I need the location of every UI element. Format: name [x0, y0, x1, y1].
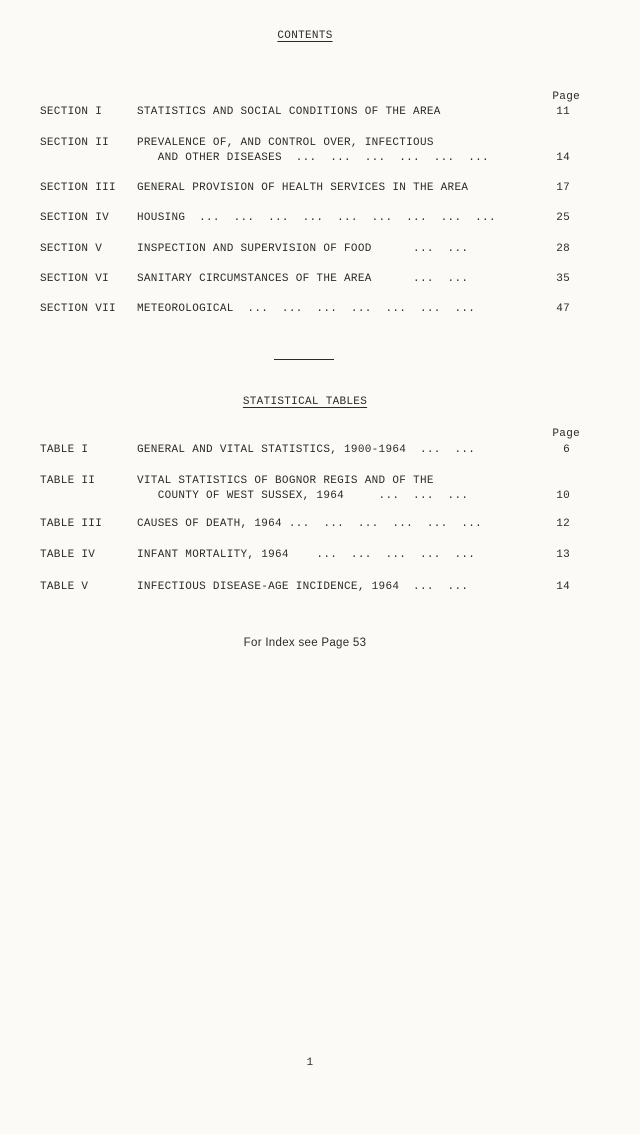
- entry-page: 12: [556, 518, 570, 530]
- entry-title-continued: AND OTHER DISEASES ... ... ... ... ... ...: [137, 152, 489, 164]
- entry-page: 11: [556, 106, 570, 118]
- entry-page: 47: [556, 303, 570, 315]
- entry-title: STATISTICS AND SOCIAL CONDITIONS OF THE AREA: [137, 106, 441, 118]
- entry-label: TABLE I: [40, 444, 89, 456]
- entry-label: TABLE III: [40, 518, 103, 530]
- page-number: 1: [306, 1057, 314, 1069]
- entry-label: TABLE V: [40, 581, 89, 593]
- entry-title: HOUSING ... ... ... ... ... ... ... ... ...: [137, 212, 496, 224]
- contents-heading: CONTENTS: [277, 30, 333, 42]
- tables-page-header: Page: [552, 428, 580, 440]
- entry-label: SECTION II: [40, 137, 110, 149]
- entry-page: 28: [556, 243, 570, 255]
- entry-title: GENERAL AND VITAL STATISTICS, 1900-1964 ... ...: [137, 444, 476, 456]
- section-divider: [274, 359, 334, 360]
- entry-title: PREVALENCE OF, AND CONTROL OVER, INFECTIOUS: [137, 137, 434, 149]
- entry-page: 25: [556, 212, 570, 224]
- entry-title: VITAL STATISTICS OF BOGNOR REGIS AND OF THE: [137, 475, 434, 487]
- entry-label: SECTION IV: [40, 212, 110, 224]
- entry-label: TABLE II: [40, 475, 96, 487]
- entry-label: TABLE IV: [40, 549, 96, 561]
- entry-page: 17: [556, 182, 570, 194]
- entry-page: 13: [556, 549, 570, 561]
- entry-label: SECTION I: [40, 106, 103, 118]
- entry-page: 14: [556, 581, 570, 593]
- entry-title: INFANT MORTALITY, 1964 ... ... ... ... ...: [137, 549, 476, 561]
- entry-title: METEOROLOGICAL ... ... ... ... ... ... ...: [137, 303, 476, 315]
- entry-page: 6: [563, 444, 570, 456]
- tables-heading: STATISTICAL TABLES: [242, 396, 368, 408]
- entry-label: SECTION V: [40, 243, 103, 255]
- entry-title: GENERAL PROVISION OF HEALTH SERVICES IN THE AREA: [137, 182, 469, 194]
- contents-page-header: Page: [552, 91, 580, 103]
- entry-page: 14: [556, 152, 570, 164]
- index-reference: For Index see Page 53: [243, 637, 367, 649]
- entry-label: SECTION III: [40, 182, 116, 194]
- entry-title: INSPECTION AND SUPERVISION OF FOOD ... ...: [137, 243, 469, 255]
- entry-title: SANITARY CIRCUMSTANCES OF THE AREA ... ...: [137, 273, 469, 285]
- entry-title: INFECTIOUS DISEASE-AGE INCIDENCE, 1964 ... ...: [137, 581, 469, 593]
- entry-label: SECTION VII: [40, 303, 116, 315]
- entry-page: 10: [556, 490, 570, 502]
- entry-title-continued: COUNTY OF WEST SUSSEX, 1964 ... ... ...: [137, 490, 469, 502]
- entry-title: CAUSES OF DEATH, 1964 ... ... ... ... ... ...: [137, 518, 483, 530]
- entry-page: 35: [556, 273, 570, 285]
- entry-label: SECTION VI: [40, 273, 110, 285]
